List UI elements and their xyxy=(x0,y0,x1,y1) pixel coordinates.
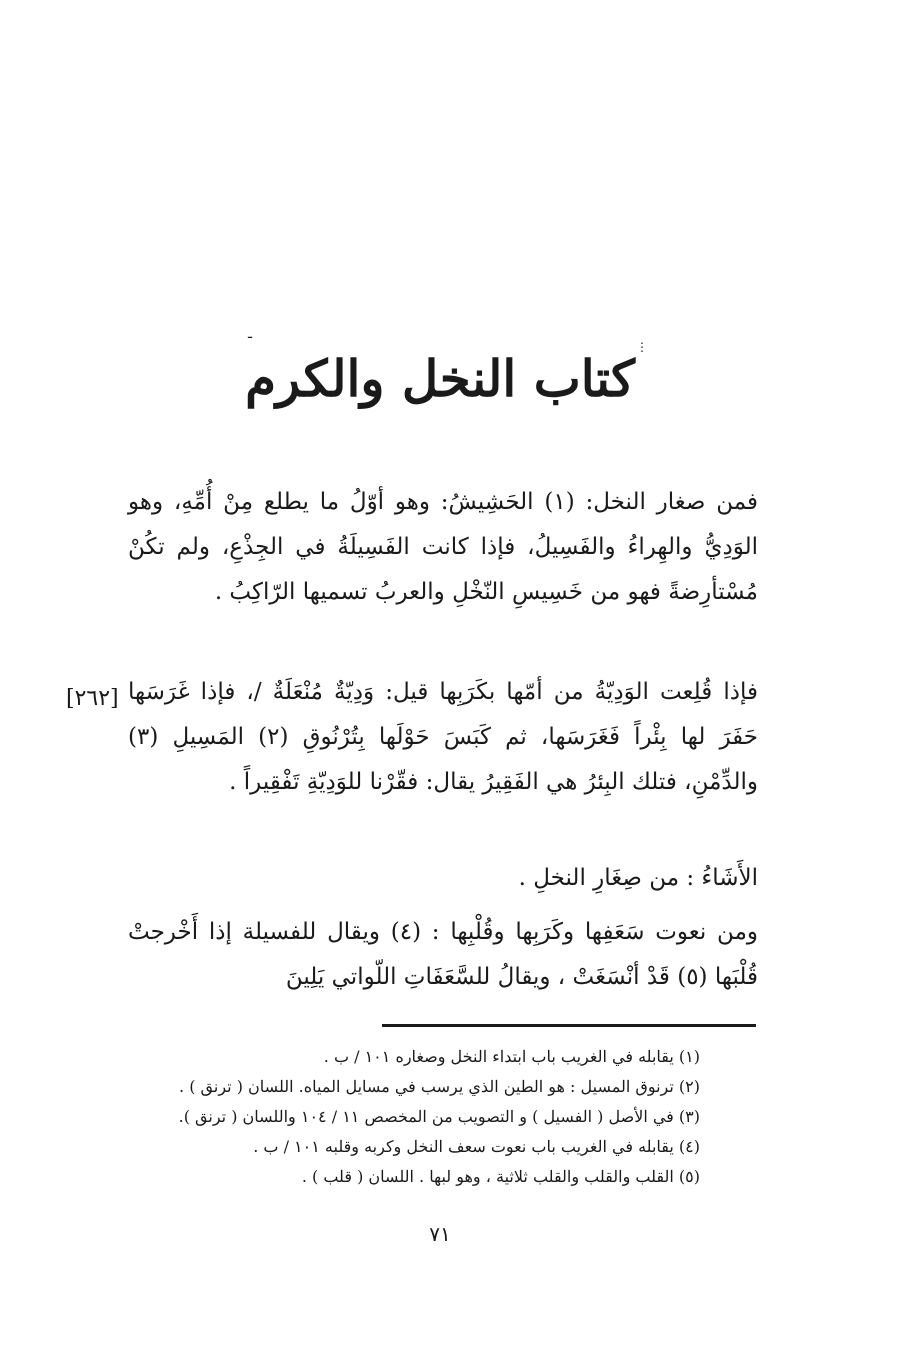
paragraph-3: الأَشَاءُ : من صِغَارِ النخلِ . xyxy=(518,865,758,891)
footnote-1: (١) يقابله في الغريب باب ابتداء النخل وصغاره ١٠١ / ب . xyxy=(323,1047,700,1066)
page-number: ٧١ xyxy=(429,1222,451,1246)
main-text-paragraph xyxy=(128,670,758,805)
main-text-paragraph xyxy=(128,480,758,615)
paragraph-2: فإذا قُلِعت الوَدِيّةُ من أمّها بكَرَبِها قيل: وَدِيّةٌ مُنْعَلَةٌ /، فإذا غَرَسَها حَفَرَ لها بِئْراً فَغَرَسَها، ثم كَبَسَ حَوْلَها بِتُرْنُوقِ (٢) المَسِيلِ (٣) والدِّمْنِ، فتلك البِئرُ هي الفَقِيرُ يقال: فقّرْنا للوَدِيّةِ تَفْقِيراً . xyxy=(128,679,759,795)
footnote-3: (٣) في الأصل ( الفسيل ) و التصويب من المخصص ١١ / ١٠٤ واللسان ( ترنق ). xyxy=(178,1107,700,1126)
footnote-divider xyxy=(382,1024,756,1027)
paragraph-4: ومن نعوت سَعَفِها وكَرَبِها وقُلْبِها : (٤) ويقال للفسيلة إذا أَخْرجتْ قُلْبَها (٥) قَدْ أنْسَغَتْ ، ويقالُ للسَّعَفَاتِ اللّواتي يَلِينَ xyxy=(128,919,758,990)
chapter-title: كتاب النخل والكرم xyxy=(245,349,635,408)
title-dot-mark: ⋮ xyxy=(636,340,648,354)
margin-page-reference: [٢٦٢] xyxy=(66,686,119,711)
footnotes xyxy=(178,1042,700,1192)
paragraph-1: فمن صغار النخل: (١) الحَشِيشُ: وهو أوّلُ ما يطلع مِنْ أُمِّهِ، وهو الوَدِيُّ والهِراءُ والفَسِيلُ، فإذا كانت الفَسِيلَةُ في الجِذْعِ، ولم تكُنْ مُسْتأرِضةً فهو من خَسِيسِ النّخْلِ والعربُ تسميها الرّاكِبُ . xyxy=(128,489,758,605)
main-text-paragraph xyxy=(128,910,758,1000)
footnote-2: (٢) ترنوق المسيل : هو الطين الذي يرسب في مسايل المياه. اللسان ( ترنق ) . xyxy=(179,1077,700,1096)
footnote-5: (٥) القلب والقلب والقلب ثلاثية ، وهو لبها . اللسان ( قلب ) . xyxy=(301,1167,700,1186)
main-text-paragraph xyxy=(128,856,758,901)
footnote-4: (٤) يقابله في الغريب باب نعوت سعف النخل وكربه وقلبه ١٠١ / ب . xyxy=(253,1137,700,1156)
title-tick-mark: ـ xyxy=(248,326,253,342)
